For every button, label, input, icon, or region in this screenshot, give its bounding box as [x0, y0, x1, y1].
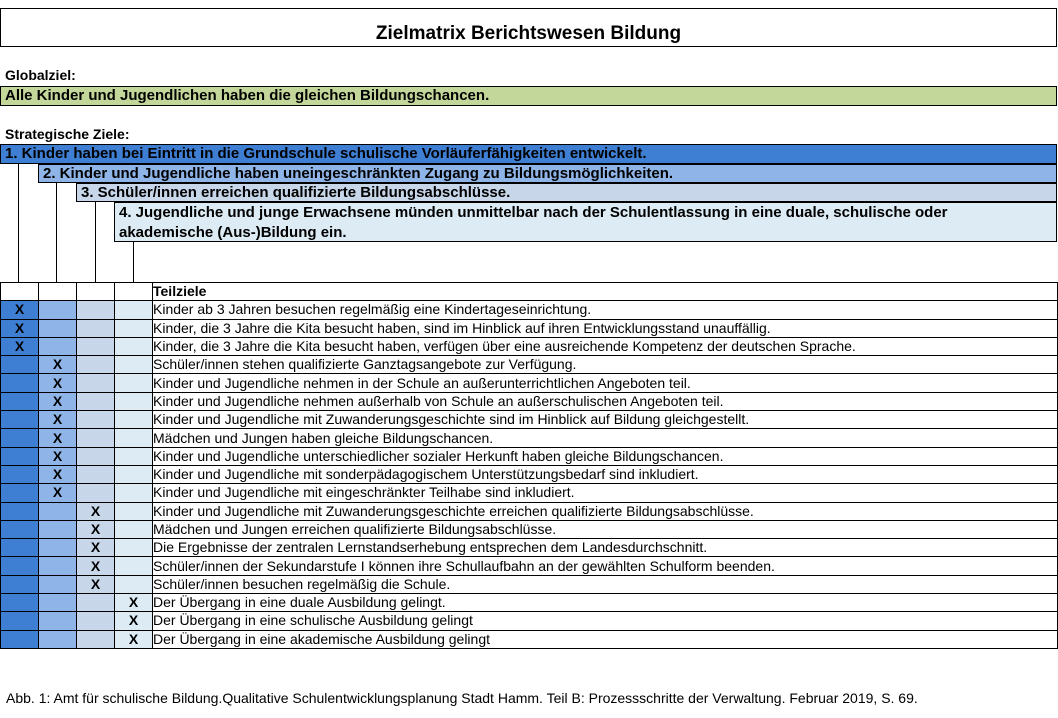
goal-1-cell [1, 520, 39, 538]
goal-3-cell: X [77, 520, 115, 538]
teilziel-text: Kinder und Jugendliche mit eingeschränkter Teilhabe sind inkludiert. [153, 484, 1058, 502]
connector-line-2 [56, 183, 57, 290]
goal-2-cell [39, 337, 77, 355]
goal-3-cell: X [77, 557, 115, 575]
goal-1-cell: X [1, 319, 39, 337]
goal-3-cell [77, 337, 115, 355]
goal-2-cell: X [39, 465, 77, 483]
goal-3-cell [77, 484, 115, 502]
connector-line-3 [95, 202, 96, 290]
goal-4-cell [115, 411, 153, 429]
goal-3-cell: X [77, 502, 115, 520]
title-box [0, 8, 1057, 47]
goal-1-cell [1, 411, 39, 429]
table-row [1, 411, 1058, 429]
goal-2-cell [39, 575, 77, 593]
table-row [1, 557, 1058, 575]
teilziel-text: Kinder und Jugendliche mit Zuwanderungsgeschichte erreichen qualifizierte Bildungsabschlüsse. [153, 502, 1058, 520]
table-row [1, 319, 1058, 337]
teilziel-text: Kinder und Jugendliche mit Zuwanderungsgeschichte sind im Hinblick auf Bildung gleichgestellt. [153, 411, 1058, 429]
goal-3-cell [77, 594, 115, 612]
goal-3-cell [77, 411, 115, 429]
goal-4-cell [115, 502, 153, 520]
goal-1-cell [1, 465, 39, 483]
strategic-goal-1: 1. Kinder haben bei Eintritt in die Grundschule schulische Vorläuferfähigkeiten entwickelt. [0, 144, 1057, 164]
matrix-header: Teilziele [153, 283, 1058, 301]
goal-2-cell: X [39, 429, 77, 447]
table-row [1, 539, 1058, 557]
global-goal-label: Globalziel: [5, 67, 76, 83]
table-row [1, 520, 1058, 538]
goal-1-cell [1, 356, 39, 374]
goal-2-cell [39, 594, 77, 612]
table-row [1, 447, 1058, 465]
goal-matrix-table [0, 282, 1058, 649]
goal-2-cell [39, 539, 77, 557]
teilziel-text: Kinder, die 3 Jahre die Kita besucht haben, verfügen über eine ausreichende Kompetenz der deutschen Sprache. [153, 337, 1058, 355]
goal-2-cell: X [39, 411, 77, 429]
page-title: Zielmatrix Berichtswesen Bildung [375, 23, 682, 44]
strategic-goals-label: Strategische Ziele: [5, 126, 130, 142]
goal-2-cell: X [39, 484, 77, 502]
teilziel-text: Kinder, die 3 Jahre die Kita besucht haben, sind im Hinblick auf ihren Entwicklungsstand unauffällig. [153, 319, 1058, 337]
table-row [1, 337, 1058, 355]
goal-4-cell [115, 337, 153, 355]
goal-2-cell [39, 319, 77, 337]
goal-3-cell [77, 630, 115, 648]
goal-4-cell [115, 392, 153, 410]
teilziel-text: Kinder und Jugendliche unterschiedlicher sozialer Herkunft haben gleiche Bildungschancen. [153, 447, 1058, 465]
goal-4-cell: X [115, 594, 153, 612]
goal-1-cell [1, 539, 39, 557]
strategic-goal-4-line-2: akademische (Aus-)Bildung ein. [119, 224, 347, 241]
teilziel-text: Der Übergang in eine akademische Ausbildung gelingt [153, 630, 1058, 648]
teilziel-text: Kinder und Jugendliche nehmen außerhalb von Schule an außerschulischen Angeboten teil. [153, 392, 1058, 410]
table-row [1, 374, 1058, 392]
strategic-goal-4-line-1: 4. Jugendliche und junge Erwachsene münden unmittelbar nach der Schulentlassung in eine duale, schulische oder [119, 204, 948, 221]
teilziel-text: Schüler/innen der Sekundarstufe I können ihre Schullaufbahn an der gewählten Schulform beenden. [153, 557, 1058, 575]
goal-4-cell [115, 465, 153, 483]
goal-2-cell: X [39, 356, 77, 374]
goal-3-cell [77, 465, 115, 483]
goal-3-cell: X [77, 575, 115, 593]
goal-1-cell: X [1, 301, 39, 319]
table-row [1, 630, 1058, 648]
goal-4-cell [115, 447, 153, 465]
goal-1-cell [1, 575, 39, 593]
goal-2-cell [39, 557, 77, 575]
goal-1-cell [1, 392, 39, 410]
goal-3-cell [77, 301, 115, 319]
goal-1-cell [1, 557, 39, 575]
goal-2-cell [39, 502, 77, 520]
table-row [1, 301, 1058, 319]
table-row [1, 612, 1058, 630]
table-row [1, 465, 1058, 483]
goal-2-cell [39, 520, 77, 538]
global-goal-bar: Alle Kinder und Jugendlichen haben die gleichen Bildungschancen. [0, 86, 1057, 106]
teilziel-text: Schüler/innen besuchen regelmäßig die Schule. [153, 575, 1058, 593]
goal-3-cell [77, 612, 115, 630]
goal-1-cell [1, 447, 39, 465]
teilziel-text: Kinder ab 3 Jahren besuchen regelmäßig eine Kindertageseinrichtung. [153, 301, 1058, 319]
matrix-header-row [1, 283, 1058, 301]
goal-1-cell [1, 612, 39, 630]
goal-2-cell: X [39, 447, 77, 465]
teilziel-text: Schüler/innen stehen qualifizierte Ganztagsangebote zur Verfügung. [153, 356, 1058, 374]
teilziel-text: Kinder und Jugendliche mit sonderpädagogischem Unterstützungsbedarf sind inkludiert. [153, 465, 1058, 483]
goal-4-cell [115, 301, 153, 319]
goal-4-cell [115, 575, 153, 593]
goal-3-cell: X [77, 539, 115, 557]
teilziel-text: Kinder und Jugendliche nehmen in der Schule an außerunterrichtlichen Angeboten teil. [153, 374, 1058, 392]
goal-4-cell [115, 484, 153, 502]
teilziel-text: Mädchen und Jungen erreichen qualifizierte Bildungsabschlüsse. [153, 520, 1058, 538]
table-row [1, 429, 1058, 447]
goal-4-cell: X [115, 630, 153, 648]
goal-1-cell [1, 594, 39, 612]
goal-4-cell [115, 520, 153, 538]
figure-caption: Abb. 1: Amt für schulische Bildung.Qualitative Schulentwicklungsplanung Stadt Hamm. Teil B: Prozessschritte der Verwaltung. Februar 2019, S. 69. [6, 690, 918, 706]
goal-1-cell [1, 484, 39, 502]
table-row [1, 392, 1058, 410]
goal-4-cell [115, 429, 153, 447]
strategic-goal-4 [114, 202, 1057, 242]
goal-1-cell [1, 630, 39, 648]
goal-4-cell [115, 557, 153, 575]
goal-3-cell [77, 447, 115, 465]
connector-line-1 [18, 164, 19, 290]
teilziel-text: Mädchen und Jungen haben gleiche Bildungschancen. [153, 429, 1058, 447]
table-row [1, 575, 1058, 593]
strategic-goal-3: 3. Schüler/innen erreichen qualifizierte Bildungsabschlüsse. [76, 183, 1057, 202]
goal-3-cell [77, 429, 115, 447]
goal-1-cell [1, 429, 39, 447]
table-row [1, 484, 1058, 502]
goal-1-cell: X [1, 337, 39, 355]
goal-4-cell [115, 374, 153, 392]
goal-2-cell: X [39, 374, 77, 392]
strategic-goal-2: 2. Kinder und Jugendliche haben uneingeschränkten Zugang zu Bildungsmöglichkeiten. [38, 164, 1057, 183]
goal-3-cell [77, 374, 115, 392]
goal-2-cell [39, 301, 77, 319]
table-row [1, 594, 1058, 612]
goal-3-cell [77, 319, 115, 337]
goal-4-cell [115, 539, 153, 557]
goal-2-cell: X [39, 392, 77, 410]
goal-2-cell [39, 612, 77, 630]
goal-1-cell [1, 374, 39, 392]
goal-3-cell [77, 356, 115, 374]
goal-4-cell [115, 356, 153, 374]
table-row [1, 356, 1058, 374]
goal-2-cell [39, 630, 77, 648]
table-row [1, 502, 1058, 520]
goal-1-cell [1, 502, 39, 520]
goal-3-cell [77, 392, 115, 410]
goal-4-cell: X [115, 612, 153, 630]
teilziel-text: Die Ergebnisse der zentralen Lernstandserhebung entsprechen dem Landesdurchschnitt. [153, 539, 1058, 557]
goal-4-cell [115, 319, 153, 337]
teilziel-text: Der Übergang in eine schulische Ausbildung gelingt [153, 612, 1058, 630]
teilziel-text: Der Übergang in eine duale Ausbildung gelingt. [153, 594, 1058, 612]
